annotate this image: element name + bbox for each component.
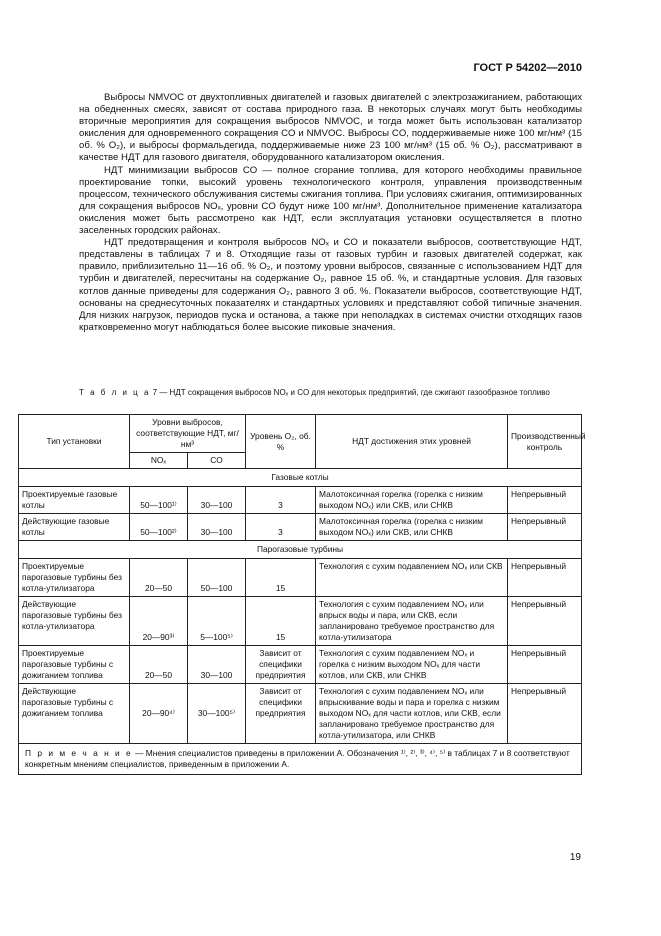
section-row — [19, 469, 582, 487]
cell-o2: 3 — [246, 487, 316, 514]
cell-nox: 50—100²⁾ — [130, 514, 188, 541]
header-control: Производственный контроль — [508, 415, 582, 469]
cell-nox: 20—90³⁾ — [130, 597, 188, 646]
cell-type: Проектируемые газовые котлы — [19, 487, 130, 514]
body-text — [79, 92, 582, 334]
cell-type: Действующие парогазовые турбины с дожиганием топлива — [19, 684, 130, 744]
cell-co: 30—100 — [188, 514, 246, 541]
cell-control: Непрерывный — [508, 559, 582, 597]
table-row — [19, 646, 582, 684]
table-row — [19, 597, 582, 646]
cell-type: Проектируемые парогазовые турбины без котла-утилизатора — [19, 559, 130, 597]
cell-o2: 15 — [246, 559, 316, 597]
header-row — [19, 415, 582, 453]
cell-o2: Зависит от специфики предприятия — [246, 684, 316, 744]
cell-ndt: Технология с сухим подавлением NOₓ и горелка с низким выходом NOₓ для части котлов, или СКВ, или СНКВ — [316, 646, 508, 684]
cell-type: Действующие парогазовые турбины без котла-утилизатора — [19, 597, 130, 646]
page-number: 19 — [569, 852, 581, 863]
cell-nox: 50—100¹⁾ — [130, 487, 188, 514]
cell-o2: Зависит от специфики предприятия — [246, 646, 316, 684]
cell-control: Непрерывный — [508, 514, 582, 541]
cell-nox: 20—90⁴⁾ — [130, 684, 188, 744]
cell-nox: 20—50 — [130, 559, 188, 597]
header-ndt: НДТ достижения этих уровней — [316, 415, 508, 469]
cell-co: 30—100 — [188, 646, 246, 684]
note-row — [19, 744, 582, 775]
paragraph-2: НДТ минимизации выбросов CO — полное сгорание топлива, для которого необходимы правильное проектирование топки, высокий уровень технологического контроля, управления производственным процессом, технического обслуживания системы сжигания топлива. При условиях сжигания, оптимизированных для сокращения выбросов NOₓ, уровни CO будут ниже 100 мг/нм³. Дополнительное применение катализатора окисления может быть рассмотрено как НДТ, если эксплуатация установки осуществляется в плотно заселенных городских районах. — [79, 164, 582, 237]
header-nox: NOₓ — [130, 453, 188, 469]
cell-co: 30—100 — [188, 487, 246, 514]
cell-ndt: Малотоксичная горелка (горелка с низким выходом NOₓ) или СКВ, или СНКВ — [316, 514, 508, 541]
table-row — [19, 559, 582, 597]
cell-ndt: Технология с сухим подавлением NOₓ или впрыск воды и пара, или СКВ, если запланировано требуемое пространство для котла-утилизатора — [316, 597, 508, 646]
header-levels: Уровни выбросов, соответствующие НДТ, мг/нм³ — [130, 415, 246, 453]
header-type: Тип установки — [19, 415, 130, 469]
cell-co: 50—100 — [188, 559, 246, 597]
cell-type: Действующие газовые котлы — [19, 514, 130, 541]
emissions-table — [18, 414, 586, 775]
cell-control: Непрерывный — [508, 597, 582, 646]
paragraph-1: Выбросы NMVOC от двухтопливных двигателей и газовых двигателей с электрозажиганием, работающих на обедненных смесях, зависят от состава природного газа. В некоторых случаях могут быть необходимы вторичные мероприятия для сокращения выбросов NMVOC, и тогда может быть использован катализатор окисления для одновременного сокращения CO и NMVOC. Выбросы CO, поддерживаемые ниже 100 мг/нм³ (15 об. % O₂), и выбросы формальдегида, поддерживаемые ниже 23 100 мг/нм³ (15 об. % O₂), рассматривают в качестве НДТ для газового двигателя, оборудованного катализатором окисления. — [79, 92, 582, 164]
cell-ndt: Технология с сухим подавлением NOₓ или СКВ — [316, 559, 508, 597]
cell-o2: 15 — [246, 597, 316, 646]
cell-nox: 20—50 — [130, 646, 188, 684]
document-code: ГОСТ Р 54202—2010 — [473, 62, 582, 74]
header-o2: Уровень O₂, об. % — [246, 415, 316, 469]
table-row — [19, 514, 582, 541]
note-text: — Мнения специалистов приведены в приложении А. Обозначения ¹⁾, ²⁾, ³⁾, ⁴⁾, ⁵⁾ в таблицах 7 и 8 соответствуют конкретным мнениям специалистов, приведенным в приложении А. — [25, 748, 570, 769]
cell-type: Проектируемые парогазовые турбины с дожиганием топлива — [19, 646, 130, 684]
header-co: CO — [188, 453, 246, 469]
table-caption-label: Т а б л и ц а — [79, 388, 151, 397]
table-caption-text: 7 — НДТ сокращения выбросов NOₓ и CO для некоторых предприятий, где сжигают газообразное топливо — [152, 388, 550, 397]
cell-o2: 3 — [246, 514, 316, 541]
cell-control: Непрерывный — [508, 684, 582, 744]
cell-control: Непрерывный — [508, 646, 582, 684]
table-row — [19, 684, 582, 744]
cell-ndt: Технология с сухим подавлением NOₓ или впрыскивание воды и пара и горелка с низким выходом NOₓ для части котлов, или СКВ, если запланировано требуемое пространство для котла-утилизатора, или СНКВ — [316, 684, 508, 744]
paragraph-3: НДТ предотвращения и контроля выбросов NOₓ и CO и показатели выбросов, соответствующие НДТ, представлены в таблицах 7 и 8. Отходящие газы от газовых турбин и газовых двигателей содержат, как правило, приблизительно 11—16 об. % O₂, и поэтому уровни выбросов, связанные с использованием НДТ для турбин и двигателей, пересчитаны на содержание O₂, равное 15 об. %, и стандартные условия. Для газовых котлов данные приведены для содержания O₂, равного 3 об. %. Показатели выбросов, соответствующие НДТ, основаны на среднесуточных показателях и стандартных условиях и представляют собой типичные значения. Для низких нагрузок, периодов пуска и останова, а также при неполадках в системах очистки отходящих газов кратковременно могут наблюдаться более высокие пиковые значения. — [79, 237, 582, 333]
cell-co: 5—100⁵⁾ — [188, 597, 246, 646]
section-row — [19, 541, 582, 559]
cell-control: Непрерывный — [508, 487, 582, 514]
section-title-gas-boilers: Газовые котлы — [19, 469, 582, 487]
cell-ndt: Малотоксичная горелка (горелка с низким выходом NOₓ) или СКВ, или СНКВ — [316, 487, 508, 514]
section-title-turbines: Парогазовые турбины — [19, 541, 582, 559]
cell-co: 30—100⁵⁾ — [188, 684, 246, 744]
table-note — [19, 744, 582, 775]
table-row — [19, 487, 582, 514]
note-label: П р и м е ч а н и е — [25, 748, 133, 758]
table-caption — [79, 387, 582, 398]
